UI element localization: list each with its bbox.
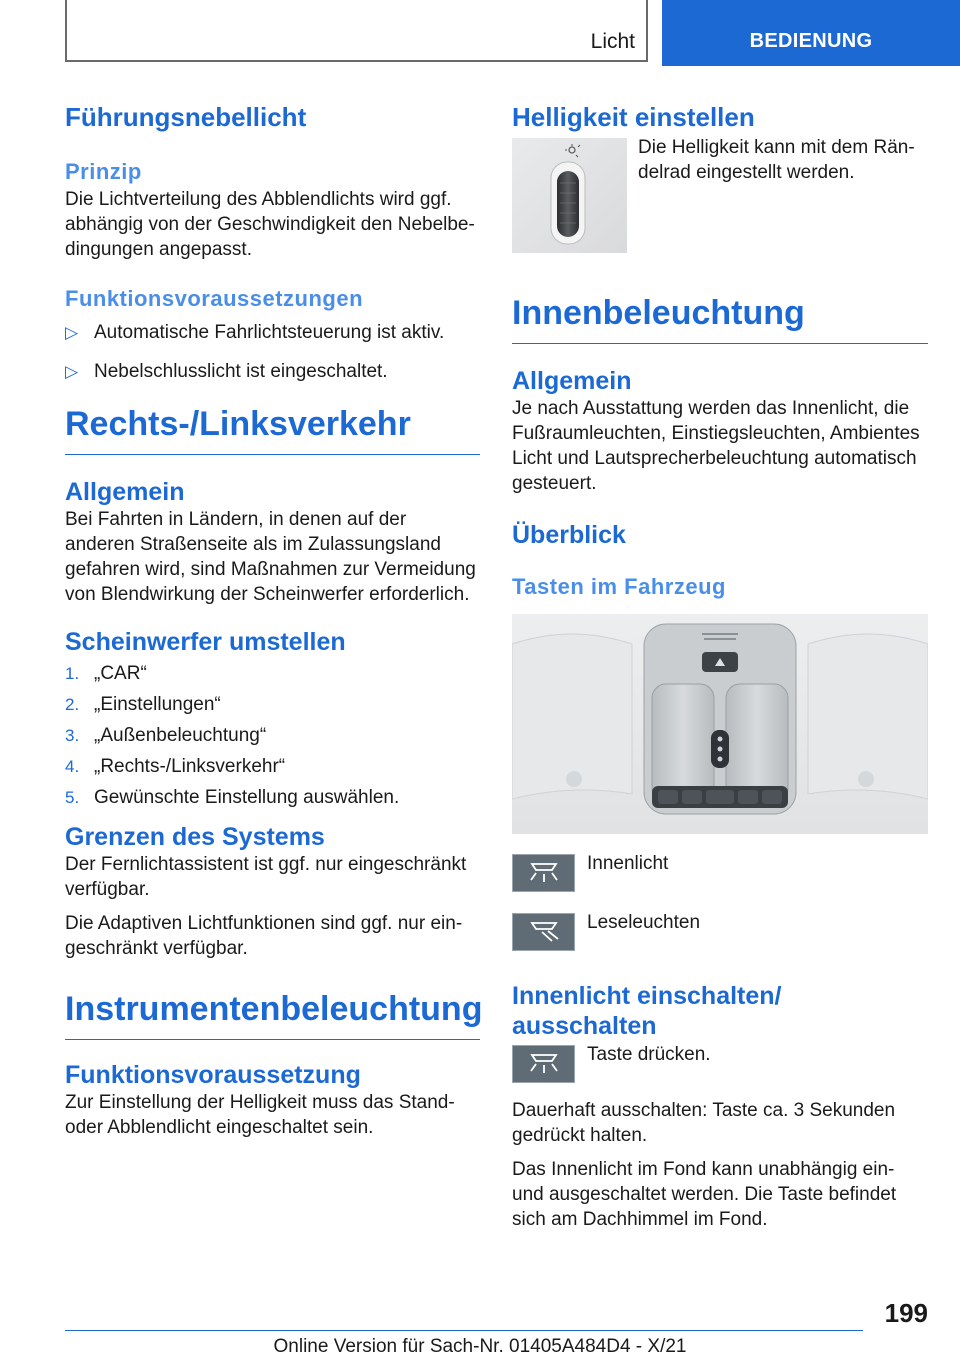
innen-allgemein-text: Je nach Ausstattung werden das Innenlicht, die Fußraumleuchten, Einstiegsleuchten, Ambientes Licht und Lautsprecherbeleuchtung automatisch gesteuert. [512, 398, 920, 494]
helligkeit-row [512, 138, 928, 253]
icon-item-label: Innenlicht [587, 853, 669, 874]
interior-light-icon [512, 854, 575, 892]
allgemein-text: Bei Fahrten in Ländern, in denen auf der anderen Straßenseite als im Zulassungsland gefahren wird, sind Maßnahmen zur Vermeidung von Blendwirkung der Scheinwerfer erforderlich. [65, 509, 476, 605]
instrument-text: Zur Einstellung der Helligkeit muss das Stand- oder Abblendlicht eingeschaltet sein. [65, 1092, 455, 1138]
triangle-bullet-icon: ▷ [65, 323, 79, 342]
heading-scheinwerfer-umstellen: Scheinwerfer umstellen [65, 628, 346, 656]
section-tab[interactable]: BEDIENUNG [662, 0, 960, 66]
list-item: ▷ Automatische Fahrlichtsteuerung ist aktiv. [65, 322, 445, 343]
header-frame [65, 0, 648, 62]
steps-list [65, 661, 480, 810]
heading-innenbeleuchtung: Innenbeleuchtung [512, 291, 928, 344]
prinzip-text: Die Lichtverteilung des Abblendlichts wird ggf. abhängig von der Geschwindigkeit den Nebelbe‐dingungen angepasst. [65, 189, 475, 260]
dauer-text: Dauerhaft ausschalten: Taste ca. 3 Sekunden gedrückt halten. [512, 1100, 896, 1146]
heading-allgemein: Allgemein [65, 478, 185, 506]
fond-text: Das Innenlicht im Fond kann unabhängig ein- und ausgeschaltet werden. Die Taste befindet sich am Dachhimmel im Fond. [512, 1159, 897, 1230]
heading-allgemein-innen: Allgemein [512, 367, 632, 395]
list-item: 5. Gewünschte Einstellung auswählen. [65, 787, 400, 808]
heading-ueberblick: Überblick [512, 521, 626, 549]
heading-tasten-im-fahrzeug: Tasten im Fahrzeug [512, 574, 726, 599]
heading-helligkeit-einstellen: Helligkeit einstellen [512, 102, 755, 132]
heading-grenzen-des-systems: Grenzen des Systems [65, 823, 325, 851]
helligkeit-text: Die Helligkeit kann mit dem Rän‐delrad eingestellt werden. [638, 137, 915, 183]
heading-innenlicht-schalten: Innenlicht einschalten/ ausschalten [512, 982, 782, 1040]
icon-item-label: Leseleuchten [587, 912, 701, 933]
footer-divider [65, 1330, 863, 1331]
heading-fuehrungsnebellicht: Führungsnebellicht [65, 102, 307, 132]
footer-online-version: Online Version für Sach-Nr. 01405A484D4 - X/21 [273, 1336, 687, 1357]
list-item: 2. „Einstellungen“ [65, 694, 221, 715]
icon-item-leseleuchten [512, 913, 928, 951]
list-item: ▷ Nebelschlusslicht ist eingeschaltet. [65, 361, 388, 382]
grenzen-text-2: Die Adaptiven Lichtfunktionen sind ggf. nur ein‐geschränkt verfügbar. [65, 913, 463, 959]
heading-prinzip: Prinzip [65, 159, 142, 184]
triangle-bullet-icon: ▷ [65, 362, 79, 381]
interior-light-icon [512, 1045, 575, 1083]
icon-item-taste [512, 1045, 928, 1083]
taste-text: Taste drücken. [587, 1044, 711, 1065]
bullet-list [65, 320, 480, 384]
heading-instrumentenbeleuchtung: Instrumentenbeleuchtung [65, 987, 480, 1040]
chapter-title: Licht [590, 30, 635, 53]
page-number: 199 [884, 1298, 928, 1328]
list-item: 3. „Außenbeleuchtung“ [65, 725, 267, 746]
heading-funktionsvoraussetzungen: Funktionsvoraussetzungen [65, 286, 364, 311]
left-column [65, 100, 483, 1140]
roof-console-image [512, 614, 928, 834]
grenzen-text-1: Der Fernlichtassistent ist ggf. nur eingeschränkt verfügbar. [65, 854, 467, 900]
list-item: 4. „Rechts-/Linksverkehr“ [65, 756, 286, 777]
heading-rechts-linksverkehr: Rechts-/Linksverkehr [65, 402, 480, 455]
icon-item-innenlicht [512, 854, 928, 892]
heading-funktionsvoraussetzung: Funktionsvoraussetzung [65, 1061, 361, 1089]
list-item: 1. „CAR“ [65, 663, 147, 684]
dimmer-wheel-image [512, 138, 627, 253]
right-column [512, 100, 928, 1232]
reading-light-icon [512, 913, 575, 951]
